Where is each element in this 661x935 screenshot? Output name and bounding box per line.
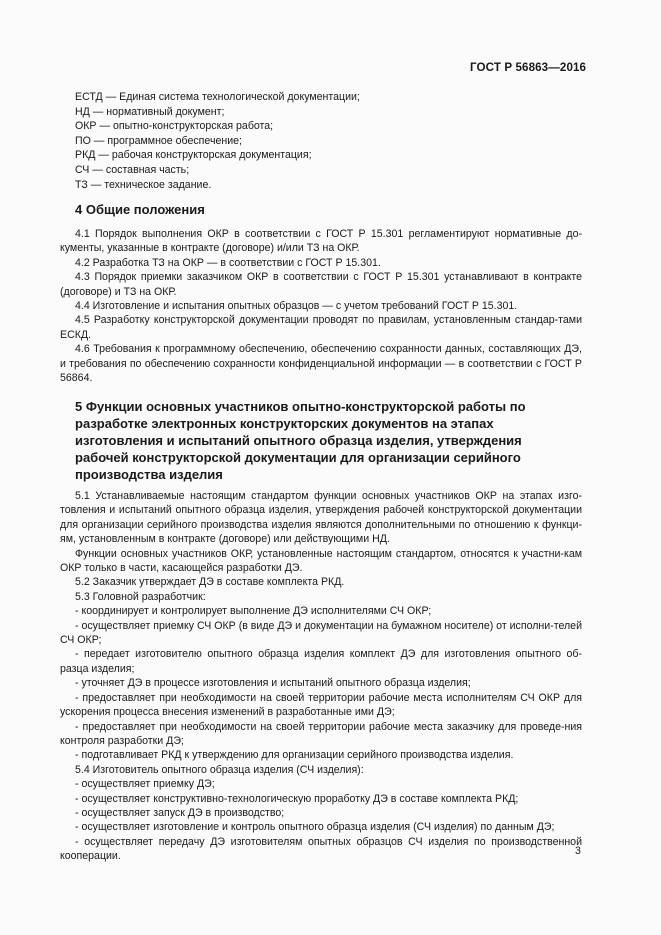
abbreviation-item: ОКР — опытно-конструкторская работа; [75, 120, 274, 133]
list-item: - подготавливает РКД к утверждению для организации серийного производства изделия. [75, 749, 514, 762]
section-5-heading: 5 Функции основных участников опытно-конструкторской работы по разработке электронных конструкторских документов на этапах изготовления и испытаний опытного образца изделия, утверждения рабочей конструкторской документации для организации серийного производства изделия [75, 399, 526, 482]
list-item: - осуществляет приемку ДЭ; [75, 778, 215, 791]
abbreviation-item: ЕСТД — Единая система технологической документации; [75, 91, 360, 103]
paragraph: 4.6 Требования к программному обеспечению, обеспечению сохранности данных, составляющих ДЭ, и требования по обеспечению сохранности конфиденциальной информации — в соответствии с ГОСТ Р 56864. [60, 343, 582, 385]
paragraph: 5.2 Заказчик утверждает ДЭ в составе комплекта РКД. [75, 576, 345, 589]
paragraph: 5.4 Изготовитель опытного образца изделия (СЧ изделия): [75, 763, 364, 776]
abbreviation-list [75, 90, 360, 192]
paragraph: 4.3 Порядок приемки заказчиком ОКР в соответствии с ГОСТ Р 15.301 устанавливают в контракте (договоре) и ТЗ на ОКР. [60, 271, 582, 298]
section-4-body [60, 227, 582, 385]
list-item: - координирует и контролирует выполнение ДЭ исполнителями СЧ ОКР; [75, 605, 432, 618]
section-5-body [60, 489, 582, 864]
paragraph: 4.5 Разработку конструкторской документации проводят по правилам, установленным стандар-тами ЕСКД. [60, 314, 582, 341]
list-item: - осуществляет передачу ДЭ изготовителям опытных образцов СЧ изделия по производственной кооперации. [60, 835, 582, 863]
list-item: - передает изготовителю опытного образца изделия комплект ДЭ для изготовления опытного об-разца изделия; [60, 648, 582, 675]
list-item: - осуществляет запуск ДЭ в производство; [75, 806, 285, 819]
paragraph: 5.1 Устанавливаемые настоящим стандартом функции основных участников ОКР на этапах изго-товления и испытаний опытного образца изделия, утверждения рабочей конструкторской документации для организации серийного производства изделия являются дополнительными по отношению к функци-ям, установленным в контракте (договоре) или действующими НД. [60, 490, 582, 546]
paragraph: 4.2 Разработка ТЗ на ОКР — в соответствии с ГОСТ Р 15.301. [75, 256, 381, 269]
paragraph: Функции основных участников ОКР, установленные настоящим стандартом, относятся к участни-кам ОКР только в части, касающейся разработки ДЭ. [60, 547, 582, 575]
list-item: - осуществляет изготовление и контроль опытного образца изделия (СЧ изделия) по данным ДЭ; [75, 821, 555, 834]
list-item: - осуществляет приемку СЧ ОКР (в виде ДЭ и документации на бумажном носителе) от исполни-телей СЧ ОКР; [60, 619, 582, 647]
section-4-heading: 4 Общие положения [75, 202, 205, 217]
paragraph: 4.1 Порядок выполнения ОКР в соответствии с ГОСТ Р 15.301 регламентируют нормативные до-кументы, указанные в контракте (договоре) и/или ТЗ на ОКР. [60, 228, 582, 255]
list-item: - уточняет ДЭ в процессе изготовления и испытаний опытного образца изделия; [75, 677, 471, 690]
paragraph: 5.3 Головной разработчик: [75, 590, 206, 603]
list-item: - предоставляет при необходимости на своей территории рабочие места заказчику для проведе-ния контроля разработки ДЭ; [60, 720, 582, 747]
paragraph: 4.4 Изготовление и испытания опытных образцов — с учетом требований ГОСТ Р 15.301. [75, 300, 518, 313]
abbreviation-item: ТЗ — техническое задание. [75, 178, 212, 191]
document-header: ГОСТ Р 56863—2016 [470, 61, 587, 74]
abbreviation-item: НД — нормативный документ; [75, 105, 225, 118]
abbreviation-item: ПО — программное обеспечение; [75, 134, 242, 147]
abbreviation-item: РКД — рабочая конструкторская документация; [75, 149, 312, 162]
abbreviation-item: СЧ — составная часть; [75, 163, 190, 176]
page-number: 3 [575, 845, 581, 857]
list-item: - предоставляет при необходимости на своей территории рабочие места исполнителям СЧ ОКР для ускорения процесса внесения изменений в разработанные ими ДЭ; [60, 691, 582, 719]
list-item: - осуществляет конструктивно-технологическую проработку ДЭ в составе комплекта РКД; [75, 792, 519, 805]
